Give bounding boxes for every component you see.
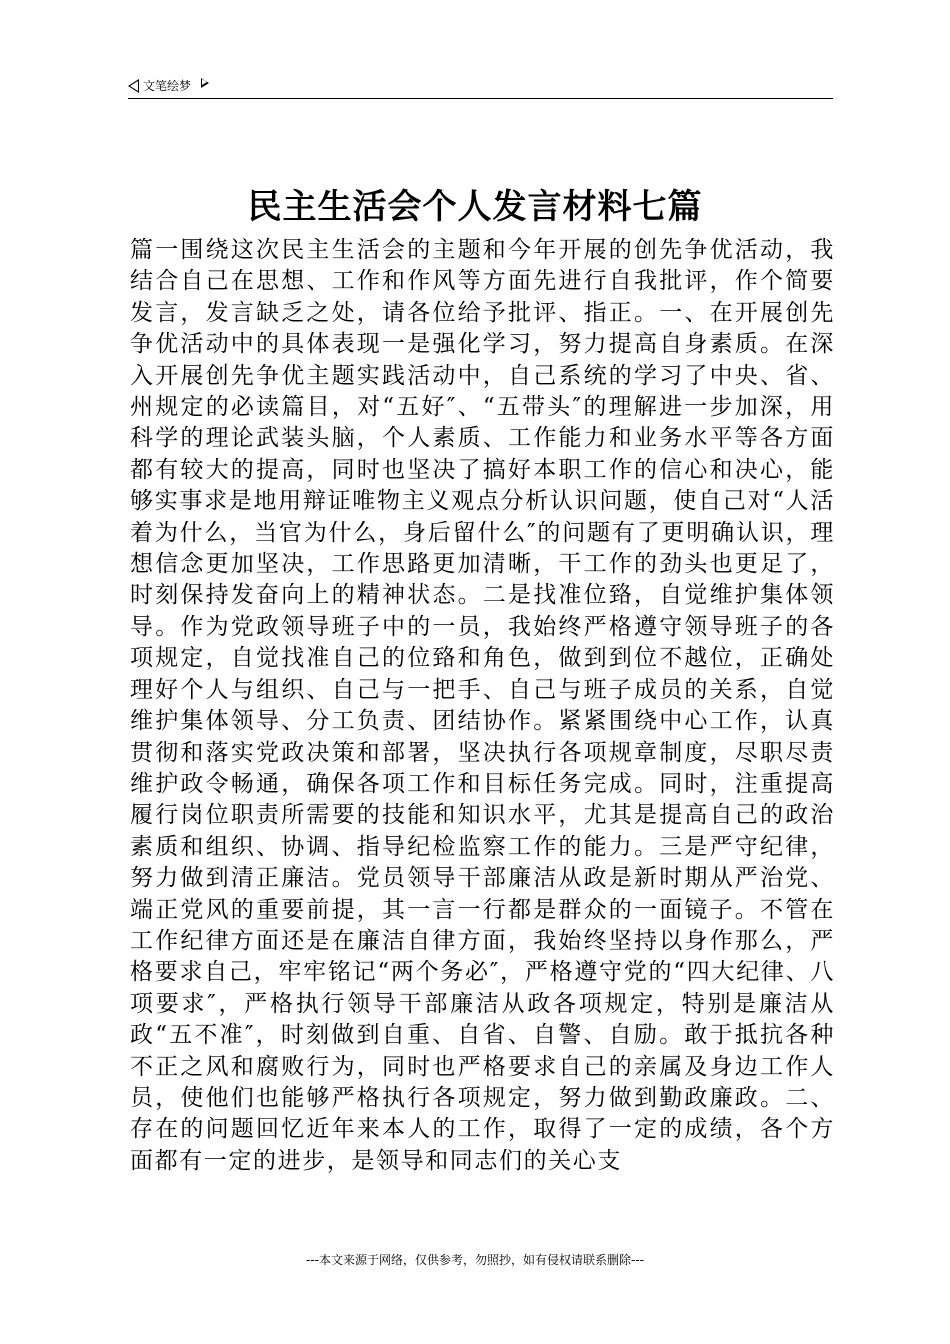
header-brand xyxy=(128,77,209,94)
page-header xyxy=(128,74,833,99)
triangle-right-icon xyxy=(201,78,209,88)
document-title: 民主生活会个人发言材料七篇 xyxy=(247,187,703,227)
page-footer-note: ---本文来源于网络，仅供参考，勿照抄，如有侵权请联系删除--- xyxy=(306,1253,644,1267)
header-brand-text: 文笔绘梦 xyxy=(143,79,192,93)
document-body: 篇一围绕这次民主生活会的主题和今年开展的创先争优活动，我结合自己在思想、工作和作风等方面先进行自我批评，作个简要发言，发言缺乏之处，请各位给予批评、指正。一、在开展创先争优活动中的具体表现一是强化学习，努力提高自身素质。在深入开展创先争优主题实践活动中，自己系统的学习了中央、省、州规定的必读篇目，对“五好″、“五带头″的理解进一步加深，用科学的理论武装头脑，个人素质、工作能力和业务水平等各方面都有较大的提高，同时也坚决了搞好本职工作的信心和决心，能够实事求是地用辩证唯物主义观点分析认识问题，使自己对“人活着为什么，当官为什么，身后留什么″的问题有了更明确认识，理想信念更加坚决，工作思路更加清晰，干工作的劲头也更足了，时刻保持发奋向上的精神状态。二是找准位臵，自觉维护集体领导。作为党政领导班子中的一员，我始终严格遵守领导班子的各项规定，自觉找准自己的位臵和角色，做到到位不越位，正确处理好个人与组织、自己与一把手、自己与班子成员的关系，自觉维护集体领导、分工负责、团结协作。紧紧围绕中心工作，认真贯彻和落实党政决策和部署，坚决执行各项规章制度，尽职尽责维护政令畅通，确保各项工作和目标任务完成。同时，注重提高履行岗位职责所需要的技能和知识水平，尤其是提高自己的政治素质和组织、协调、指导纪检监察工作的能力。三是严守纪律，努力做到清正廉洁。党员领导干部廉洁从政是新时期从严治党、端正党风的重要前提，其一言一行都是群众的一面镜子。不管在工作纪律方面还是在廉洁自律方面，我始终坚持以身作那么，严格要求自己，牢牢铭记“两个务必″，严格遵守党的“四大纪律、八项要求″，严格执行领导干部廉洁从政各项规定，特别是廉洁从政“五不准″，时刻做到自重、自省、自警、自励。敢于抵抗各种不正之风和腐败行为，同时也严格要求自己的亲属及身边工作人员，使他们也能够严格执行各项规定，努力做到勤政廉政。二、存在的问题回忆近年来本人的工作，取得了一定的成绩，各个方面都有一定的进步，是领导和同志们的关心支 xyxy=(130,237,835,1174)
triangle-left-icon xyxy=(128,79,139,93)
